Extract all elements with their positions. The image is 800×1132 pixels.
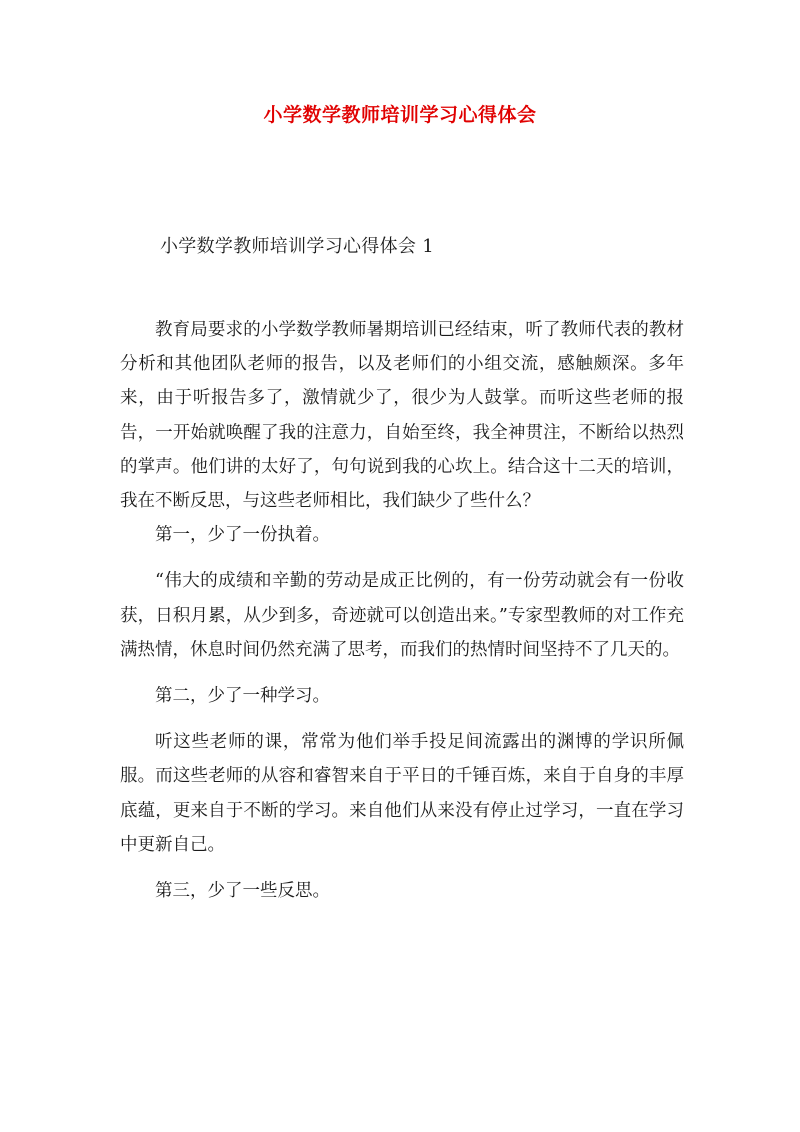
paragraph-point-one: 第一，少了一份执着。 <box>155 525 330 546</box>
document-subtitle: 小学数学教师培训学习心得体会 1 <box>160 236 434 257</box>
paragraph-point-three: 第三，少了一些反思。 <box>155 881 330 902</box>
document-body <box>120 313 684 908</box>
paragraph-quote: “伟大的成绩和辛勤的劳动是成正比例的，有一份劳动就会有一份收获，日积月累，从少到多，奇迹就可以创造出来。”专家型教师的对工作充满热情，休息时间仍然充满了思考，而我们的热情时间坚持不了几天的。 <box>120 571 684 660</box>
document-title: 小学数学教师培训学习心得体会 <box>263 104 537 126</box>
paragraph-intro: 教育局要求的小学数学教师暑期培训已经结束，听了教师代表的教材分析和其他团队老师的报告，以及老师们的小组交流，感触颇深。多年来，由于听报告多了，激情就少了，很少为人鼓掌。而听这些老师的报告，一开始就唤醒了我的注意力，自始至终，我全神贯注，不断给以热烈的掌声。他们讲的太好了，句句说到我的心坎上。结合这十二天的培训，我在不断反思，与这些老师相比，我们缺少了些什么？ <box>120 320 684 512</box>
paragraph-point-two: 第二，少了一种学习。 <box>155 686 330 707</box>
paragraph-learning: 听这些老师的课，常常为他们举手投足间流露出的渊博的学识所佩服。而这些老师的从容和睿智来自于平日的千锤百炼，来自于自身的丰厚底蕴，更来自于不断的学习。来自他们从来没有停止过学习，一直在学习中更新自己。 <box>120 732 684 855</box>
